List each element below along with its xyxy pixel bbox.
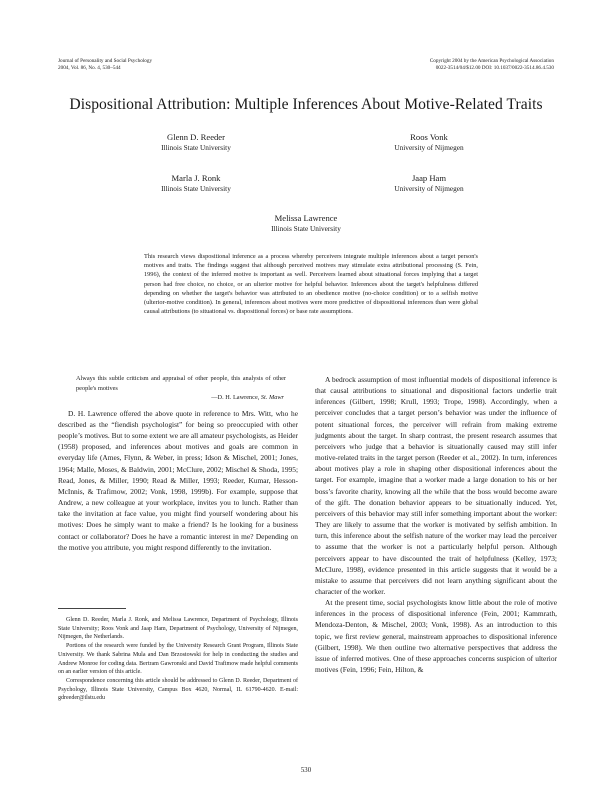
author-block	[96, 132, 296, 153]
doi-line: 0022-3514/04/$12.00 DOI: 10.1037/0022-3514.86.4.530	[435, 64, 554, 71]
author-name: Jaap Ham	[411, 173, 447, 183]
copyright-notice	[430, 58, 554, 71]
copyright-line: Copyright 2004 by the American Psychological Association	[429, 58, 554, 64]
body-paragraph: At the present time, social psychologists know little about the role of motive inferences in the process of dispositional inference (Fein, 2001; Kammrath, Mendoza-Denton, & Mischel, 2003; Vonk, 1998). As an introduction to this topic, we first review general, mainstream approaches to dispositional inference (Gilbert, 1998). We then outline two alternative perspectives that address the issue of inferred motives. One of these approaches concerns suspicion of ulterior motives (Fein, 1996; Fein, Hilton, &	[315, 598, 557, 675]
author-name: Roos Vonk	[410, 132, 448, 142]
author-name: Glenn D. Reeder	[167, 132, 225, 142]
author-affiliation: Illinois State University	[161, 183, 231, 193]
journal-name: Journal of Personality and Social Psychology	[58, 58, 153, 64]
body-paragraph: A bedrock assumption of most influential models of dispositional inference is that causal attributions to situational and dispositional factors underlie trait inferences (Gilbert, 1998; Krull, 1993; Trope, 1998). Accordingly, when a perceiver concludes that a target person’s behavior was under the influence of potent situational forces, the perceiver will refrain from making extreme judgments about the target. In sharp contrast, the present research assumes that perceivers who judge that a behavior is situationally caused may still infer motive-related traits in the target person (Reeder et al., 2002). In turn, inferences about motives play a role in shaping other dispositional inferences about the target. For example, imagine that a worker made a large donation to his or her boss’s favorite charity, knowing all the while that the boss would become aware of the gift. The donation behavior appears to be situationally induced. Yet, perceivers of this behavior may still infer something important about the worker: They are likely to assume that the worker is motivated by selfish ambition. In turn, this inference about the selfish nature of the worker may lead the perceiver to assume that the worker is not a particularly helpful person. Although perceivers appear to have discounted the trait of helpfulness (Kelley, 1973; McClure, 1998), evidence presented in this article suggests that it would be a mistake to assume that perceivers did not learn anything significant about the character of the worker.	[315, 375, 557, 596]
epigraph-attribution	[58, 393, 284, 403]
author-block	[329, 173, 529, 194]
author-affiliation: University of Nijmegen	[394, 142, 464, 152]
article-title: Dispositional Attribution: Multiple Inferences About Motive-Related Traits	[69, 96, 543, 113]
body-paragraph: D. H. Lawrence offered the above quote in reference to Mrs. Witt, who he described as the “fiendish psychologist” for being so preoccupied with other people’s motives. But to some extent we are all amateur psychologists, as Heider (1958) proposed, and inferences about motives and goals are common in everyday life (Ames, Flynn, & Weber, in press; Idson & Mischel, 2001; Jones, 1964; Malle, Moses, & Baldwin, 2001; McClure, 2002; Mischel & Shoda, 1995; Read, Jones, & Miller, 1990; Read & Miller, 1993; Reeder, Kumar, Hesson-McInnis, & Trafimow, 2002; Vonk, 1998, 1999b). For example, suppose that Andrew, a new colleague at your workplace, invites you to lunch. Rather than take the invitation at face value, you might find yourself wondering about his motives: Does he simply want to make a friend? Is he looking for a business contact or collaborator? Does he have a romantic interest in me? Depending on the motive you attribute, you might respond differently to the invitation.	[58, 408, 298, 552]
author-block	[329, 132, 529, 153]
right-column	[315, 374, 557, 675]
author-affiliation: Illinois State University	[161, 142, 231, 152]
author-name: Marla J. Ronk	[171, 173, 221, 183]
author-affiliation: University of Nijmegen	[394, 183, 464, 193]
funding-note: Portions of the research were funded by the University Research Grant Program, Illinois State University. We thank Sabrina Mula and Dan Brzostowski for help in conducting the studies and Andrew Monroe for coding data. Bertram Gawronski and David Trafimow made helpful comments on an earlier version of this article.	[58, 643, 298, 676]
epigraph-author: —D. H. Lawrence,	[211, 394, 261, 402]
epigraph-quote: Always this subtle criticism and appraisal of other people, this analysis of other people's motives	[76, 375, 286, 392]
epigraph-work: St. Mawr	[260, 394, 284, 402]
author-block	[206, 213, 406, 234]
author-affiliation: Illinois State University	[271, 223, 341, 233]
journal-citation	[58, 58, 152, 71]
author-name: Melissa Lawrence	[274, 213, 338, 223]
left-column	[58, 374, 298, 553]
author-note: Glenn D. Reeder, Marla J. Ronk, and Melissa Lawrence, Department of Psychology, Illinois State University; Roos Vonk and Jaap Ham, Department of Psychology, University of Nijmegen, Nijmegen, the Netherlands.	[58, 617, 298, 641]
correspondence-note: Correspondence concerning this article should be addressed to Glenn D. Reeder, Department of Psychology, Illinois State University, Campus Box 4620, Normal, IL 61790-4620. E-mail: gdreeder@ilstu.edu	[58, 677, 298, 702]
footnote-divider	[58, 608, 126, 609]
author-block	[96, 173, 296, 194]
journal-volume: 2004, Vol. 86, No. 4, 530–544	[58, 64, 121, 71]
footnotes	[58, 616, 298, 703]
page-number: 530	[300, 767, 312, 774]
abstract: This research views dispositional inference as a process whereby perceivers integrate multiple inferences about a target person's motives and traits. The findings suggest that although perceived motives may stimulate extra attributional processing (S. Fein, 1996), the context of the inferred motive is important as well. Perceivers learned about situational forces implying that a target person had free choice, no choice, or an ulterior motive for helpful behavior. Inferences about the target's helpfulness differed depending on whether the target's behavior was attributed to an obedience motive (no-choice condition) or to a selfish motive (ulterior-motive condition). In general, inferences about motives were more predictive of dispositional inferences than were global causal attributions (to situational vs. dispositional forces) or base rate assumptions.	[144, 253, 478, 316]
